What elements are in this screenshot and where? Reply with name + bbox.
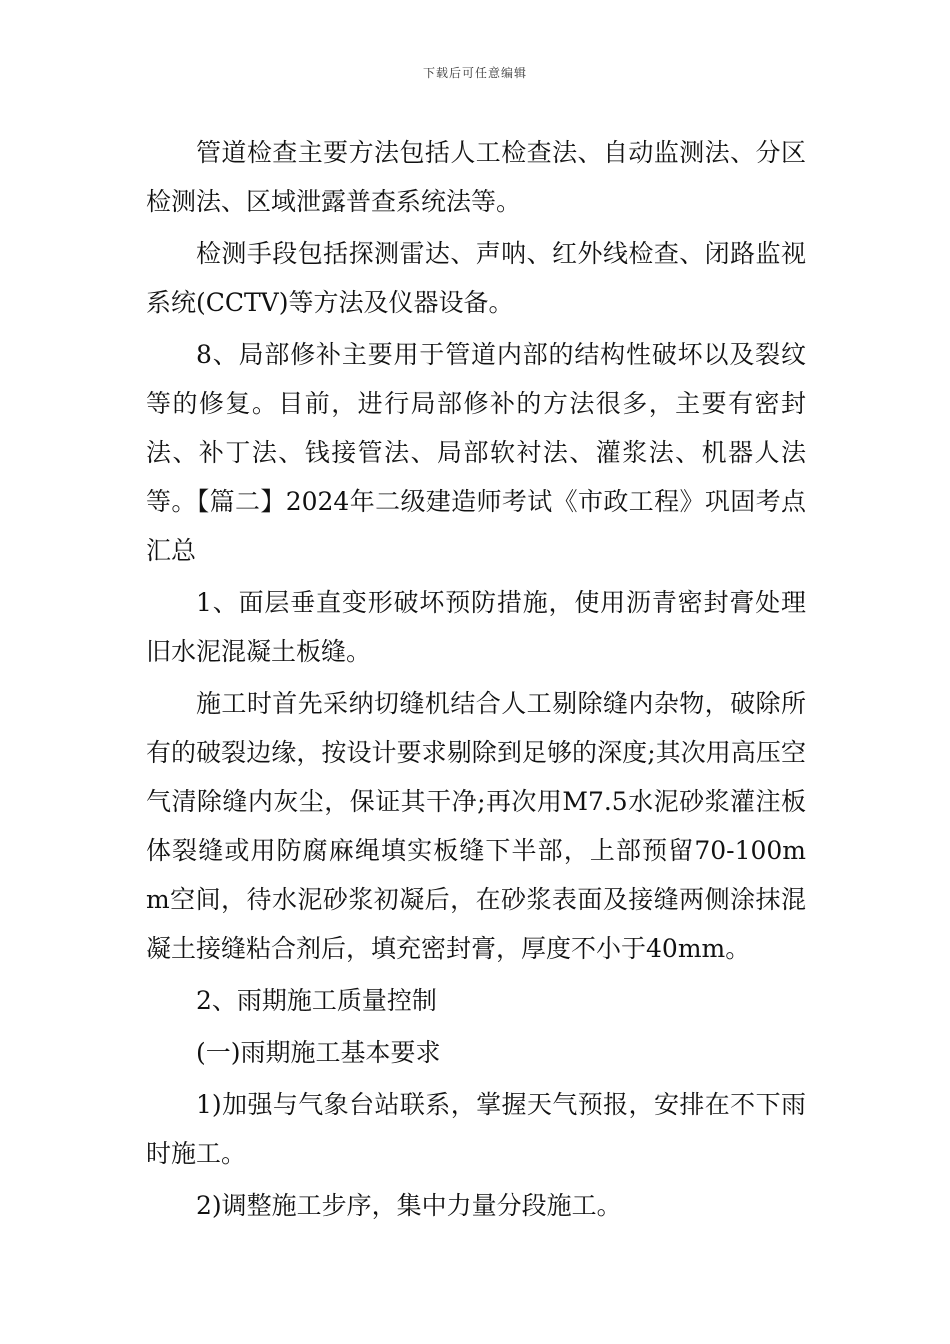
paragraph-weather-contact: 1)加强与气象台站联系，掌握天气预报，安排在不下雨时施工。 bbox=[146, 1090, 806, 1168]
paragraph-detection-means: 检测手段包括探测雷达、声呐、红外线检查、闭路监视系统(CCTV)等方法及仪器设备。 bbox=[146, 239, 806, 317]
paragraph-vertical-deformation: 1、面层垂直变形破坏预防措施，使用沥青密封膏处理旧水泥混凝土板缝。 bbox=[146, 588, 806, 666]
paragraph-local-repair: 8、局部修补主要用于管道内部的结构性破坏以及裂纹等的修复。目前，进行局部修补的方法很多，主要有密封法、补丁法、钱接管法、局部软衬法、灌浆法、机器人法等。【篇二】2024年二级建造师考试《市政工程》巩固考点汇总 bbox=[146, 340, 806, 565]
paragraph-construction-steps: 施工时首先采纳切缝机结合人工剔除缝内杂物，破除所有的破裂边缘，按设计要求剔除到足够的深度;其次用高压空气清除缝内灰尘，保证其干净;再次用M7.5水泥砂浆灌注板体裂缝或用防腐麻绳填实板缝下半部，上部预留70-100mm空间，待水泥砂浆初凝后，在砂浆表面及接缝两侧涂抹混凝土接缝粘合剂后，填充密封膏，厚度不小于40mm。 bbox=[146, 689, 806, 963]
paragraph-rainy-basic-requirements: (一)雨期施工基本要求 bbox=[196, 1038, 441, 1067]
page-header: 下载后可任意编辑 bbox=[422, 66, 527, 80]
paragraph-inspection-methods: 管道检查主要方法包括人工检查法、自动监测法、分区检测法、区域泄露普查系统法等。 bbox=[146, 138, 806, 216]
document-body bbox=[146, 128, 806, 1233]
paragraph-adjust-steps: 2)调整施工步序，集中力量分段施工。 bbox=[196, 1191, 622, 1220]
paragraph-rainy-season-heading: 2、雨期施工质量控制 bbox=[196, 986, 437, 1015]
